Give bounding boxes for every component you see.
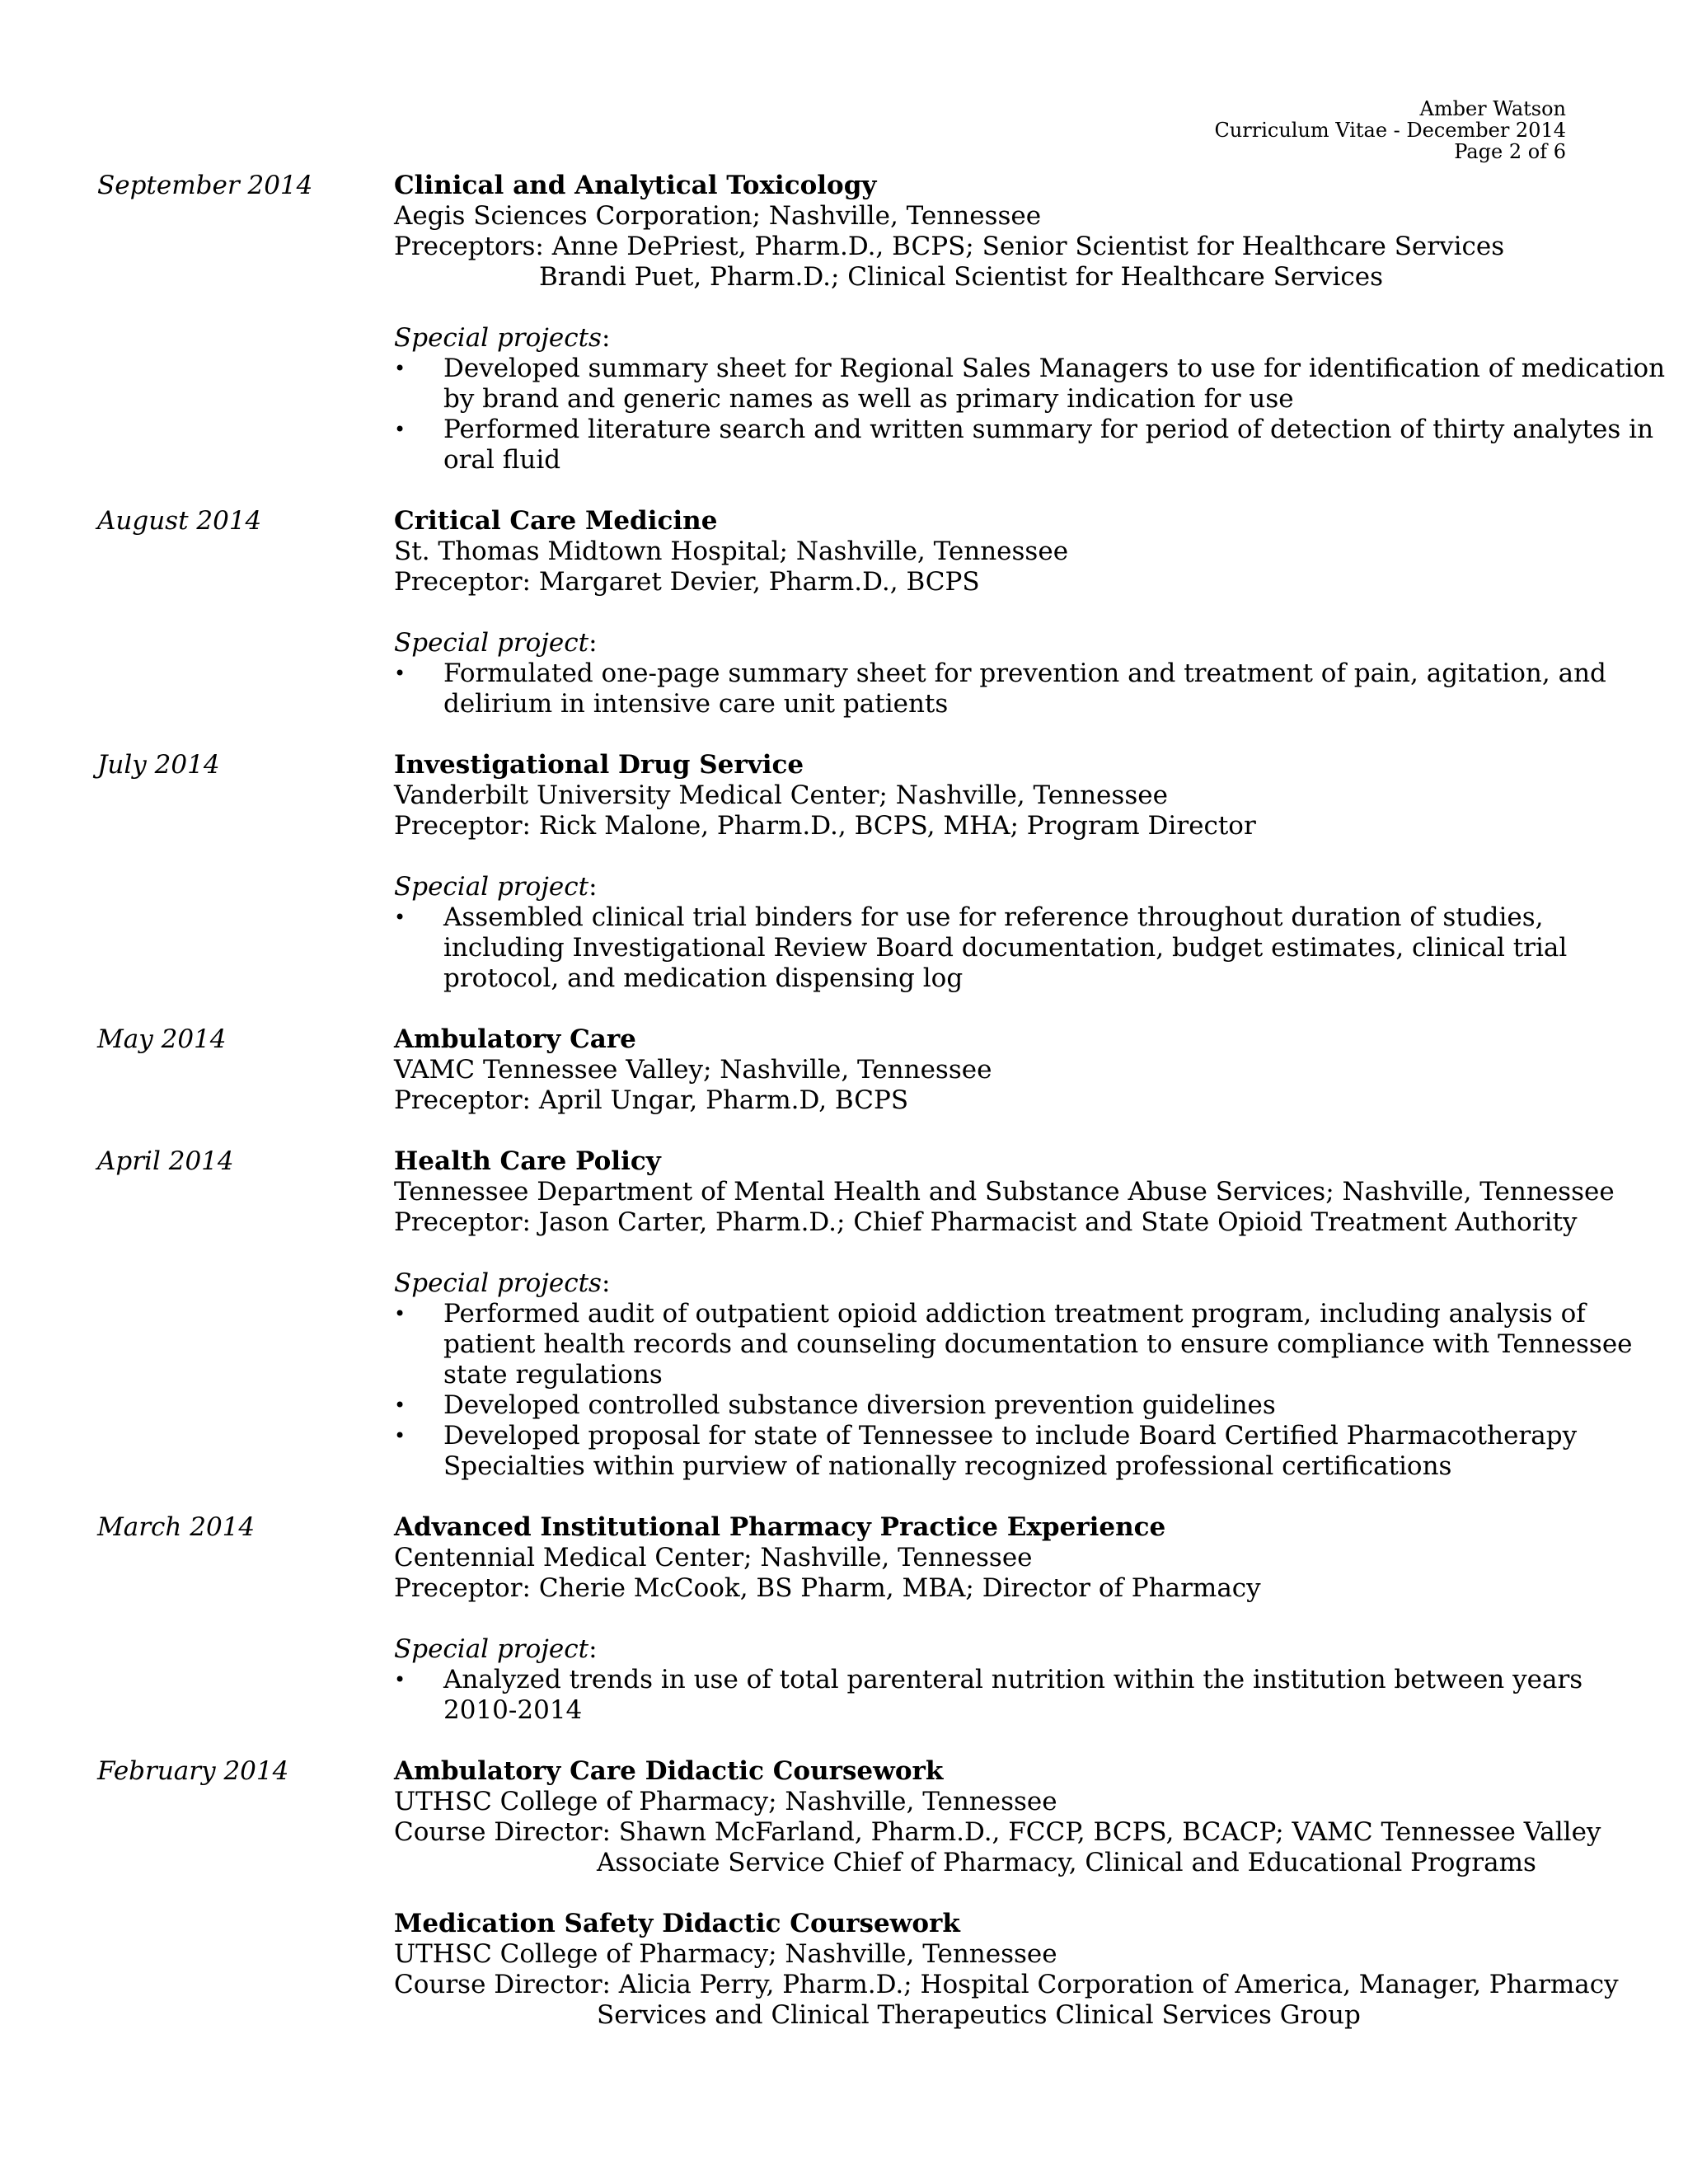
sub-entry-title: Medication Safety Didactic Coursework bbox=[394, 1909, 960, 1938]
cv-entry bbox=[0, 1756, 1688, 2031]
entry-title: Advanced Institutional Pharmacy Practice Experience bbox=[394, 1512, 1166, 1542]
project-list bbox=[394, 1299, 1633, 1482]
entry-body bbox=[394, 750, 1581, 994]
bullet-icon: • bbox=[394, 1394, 406, 1417]
project-list bbox=[394, 354, 1666, 476]
special-projects-label: Special project bbox=[394, 872, 589, 902]
list-item-text: protocol, and medication dispensing log bbox=[443, 963, 964, 993]
cv-entry bbox=[0, 171, 1688, 476]
bullet-icon: • bbox=[394, 662, 406, 685]
entry-body bbox=[394, 171, 1666, 476]
list-item bbox=[394, 354, 1666, 415]
list-item bbox=[394, 658, 1606, 719]
list-item-text: 2010-2014 bbox=[443, 1695, 583, 1725]
entry-course-director-continued: Associate Service Chief of Pharmacy, Clinical and Educational Programs bbox=[597, 1848, 1536, 1877]
list-item bbox=[394, 1665, 1581, 1726]
entry-course-director: Course Director: Shawn McFarland, Pharm.D., FCCP, BCPS, BCACP; VAMC Tennessee Valley bbox=[394, 1817, 1601, 1847]
list-item-text: including Investigational Review Board documentation, budget estimates, clinical trial bbox=[443, 933, 1568, 963]
colon: : bbox=[588, 1634, 598, 1664]
entry-preceptor: Preceptor: Margaret Devier, Pharm.D., BCPS bbox=[394, 567, 980, 597]
colon: : bbox=[588, 872, 598, 902]
entry-preceptor: Preceptors: Anne DePriest, Pharm.D., BCPS; Senior Scientist for Healthcare Services bbox=[394, 232, 1505, 261]
entry-title: Ambulatory Care bbox=[394, 1024, 636, 1054]
entry-preceptor: Preceptor: Jason Carter, Pharm.D.; Chief Pharmacist and State Opioid Treatment Authority bbox=[394, 1207, 1578, 1237]
sub-entry-course-director: Course Director: Alicia Perry, Pharm.D.; Hospital Corporation of America, Manager, Pharmacy bbox=[394, 1970, 1619, 1999]
entry-location: St. Thomas Midtown Hospital; Nashville, Tennessee bbox=[394, 537, 1069, 566]
special-projects-label: Special projects bbox=[394, 1268, 602, 1298]
sub-entry-location: UTHSC College of Pharmacy; Nashville, Tennessee bbox=[394, 1939, 1057, 1969]
list-item-text: Formulated one-page summary sheet for prevention and treatment of pain, agitation, and bbox=[443, 658, 1606, 688]
entry-date: April 2014 bbox=[97, 1146, 234, 1176]
bullet-icon: • bbox=[394, 906, 406, 929]
entry-title: Investigational Drug Service bbox=[394, 750, 804, 780]
list-item-text: oral fluid bbox=[443, 445, 561, 475]
cv-entry bbox=[0, 750, 1688, 994]
bullet-icon: • bbox=[394, 1424, 406, 1447]
project-list bbox=[394, 658, 1606, 719]
entry-date: March 2014 bbox=[97, 1512, 256, 1542]
list-item bbox=[394, 1299, 1633, 1390]
list-item-text: Analyzed trends in use of total parenteral nutrition within the institution between years bbox=[443, 1665, 1583, 1694]
special-projects-heading bbox=[394, 1268, 1581, 1299]
entry-location: Centennial Medical Center; Nashville, Tennessee bbox=[394, 1543, 1033, 1572]
special-projects-heading bbox=[394, 872, 1581, 902]
cv-entry bbox=[0, 1512, 1688, 1726]
list-item-text: delirium in intensive care unit patients bbox=[443, 689, 949, 719]
project-list bbox=[394, 902, 1581, 994]
entry-body bbox=[394, 1146, 1633, 1482]
sub-entry bbox=[394, 1909, 1619, 2031]
list-item-text: Assembled clinical trial binders for use for reference throughout duration of studies, bbox=[443, 902, 1544, 932]
spacer bbox=[394, 598, 1581, 628]
spacer bbox=[394, 1604, 1581, 1634]
special-projects-label: Special project bbox=[394, 1634, 589, 1664]
list-item-text: Developed proposal for state of Tennessee to include Board Certified Pharmacotherapy bbox=[443, 1421, 1578, 1451]
header-doc-title: Curriculum Vitae - December 2014 bbox=[1214, 119, 1566, 142]
entry-date: August 2014 bbox=[97, 506, 262, 536]
spacer bbox=[394, 293, 1581, 323]
colon: : bbox=[601, 1268, 611, 1298]
list-item-text: state regulations bbox=[443, 1360, 663, 1390]
cv-entry bbox=[0, 1024, 1688, 1116]
cv-content bbox=[0, 171, 1688, 2061]
entry-location: Tennessee Department of Mental Health and Substance Abuse Services; Nashville, Tennessee bbox=[394, 1177, 1615, 1207]
cv-entry bbox=[0, 506, 1688, 719]
special-projects-heading bbox=[394, 323, 1581, 354]
special-projects-label: Special project bbox=[394, 628, 589, 658]
sub-entry-course-director-continued: Services and Clinical Therapeutics Clinical Services Group bbox=[597, 2000, 1361, 2030]
entry-title: Health Care Policy bbox=[394, 1146, 661, 1176]
bullet-icon: • bbox=[394, 1302, 406, 1325]
bullet-icon: • bbox=[394, 357, 406, 380]
list-item bbox=[394, 902, 1581, 994]
entry-preceptor-continued: Brandi Puet, Pharm.D.; Clinical Scientist for Healthcare Services bbox=[539, 262, 1384, 292]
page-header bbox=[1214, 98, 1566, 162]
entry-date: July 2014 bbox=[97, 750, 220, 780]
entry-body bbox=[394, 1756, 1619, 2031]
entry-date: February 2014 bbox=[97, 1756, 289, 1786]
bullet-icon: • bbox=[394, 418, 406, 441]
list-item bbox=[394, 1421, 1581, 1482]
colon: : bbox=[588, 628, 598, 658]
special-projects-heading bbox=[394, 1634, 1581, 1665]
entry-preceptor: Preceptor: Rick Malone, Pharm.D., BCPS, MHA; Program Director bbox=[394, 811, 1256, 841]
special-projects-heading bbox=[394, 628, 1581, 658]
list-item-text: Performed literature search and written summary for period of detection of thirty analytes in bbox=[443, 415, 1654, 444]
entry-date: May 2014 bbox=[97, 1024, 227, 1054]
header-name: Amber Watson bbox=[1419, 97, 1566, 120]
entry-title: Clinical and Analytical Toxicology bbox=[394, 171, 877, 200]
entry-preceptor: Preceptor: Cherie McCook, BS Pharm, MBA; Director of Pharmacy bbox=[394, 1573, 1261, 1603]
list-item-text: Performed audit of outpatient opioid addiction treatment program, including analysis of bbox=[443, 1299, 1586, 1329]
list-item-text: patient health records and counseling documentation to ensure compliance with Tennessee bbox=[443, 1329, 1633, 1359]
list-item bbox=[394, 1390, 1581, 1421]
entry-body bbox=[394, 1024, 1581, 1116]
entry-location: Vanderbilt University Medical Center; Nashville, Tennessee bbox=[394, 780, 1168, 810]
entry-location: Aegis Sciences Corporation; Nashville, Tennessee bbox=[394, 201, 1042, 231]
entry-title: Ambulatory Care Didactic Coursework bbox=[394, 1756, 944, 1786]
list-item-text: by brand and generic names as well as primary indication for use bbox=[443, 384, 1294, 414]
entry-body bbox=[394, 1512, 1581, 1726]
entry-location: VAMC Tennessee Valley; Nashville, Tennessee bbox=[394, 1055, 992, 1085]
list-item bbox=[394, 415, 1654, 476]
list-item-text: Developed summary sheet for Regional Sales Managers to use for identification of medication bbox=[443, 354, 1666, 383]
entry-body bbox=[394, 506, 1606, 719]
spacer bbox=[394, 841, 1581, 872]
entry-title: Critical Care Medicine bbox=[394, 506, 718, 536]
special-projects-label: Special projects bbox=[394, 323, 602, 353]
entry-date: September 2014 bbox=[97, 171, 313, 200]
bullet-icon: • bbox=[394, 1668, 406, 1691]
project-list bbox=[394, 1665, 1581, 1726]
entry-location: UTHSC College of Pharmacy; Nashville, Tennessee bbox=[394, 1787, 1057, 1816]
list-item-text: Specialties within purview of nationally recognized professional certifications bbox=[443, 1451, 1452, 1481]
entry-preceptor: Preceptor: April Ungar, Pharm.D, BCPS bbox=[394, 1085, 909, 1115]
colon: : bbox=[601, 323, 611, 353]
list-item-text: Developed controlled substance diversion prevention guidelines bbox=[443, 1390, 1276, 1420]
header-page-number: Page 2 of 6 bbox=[1454, 140, 1566, 163]
cv-entry bbox=[0, 1146, 1688, 1482]
spacer bbox=[394, 1238, 1581, 1268]
